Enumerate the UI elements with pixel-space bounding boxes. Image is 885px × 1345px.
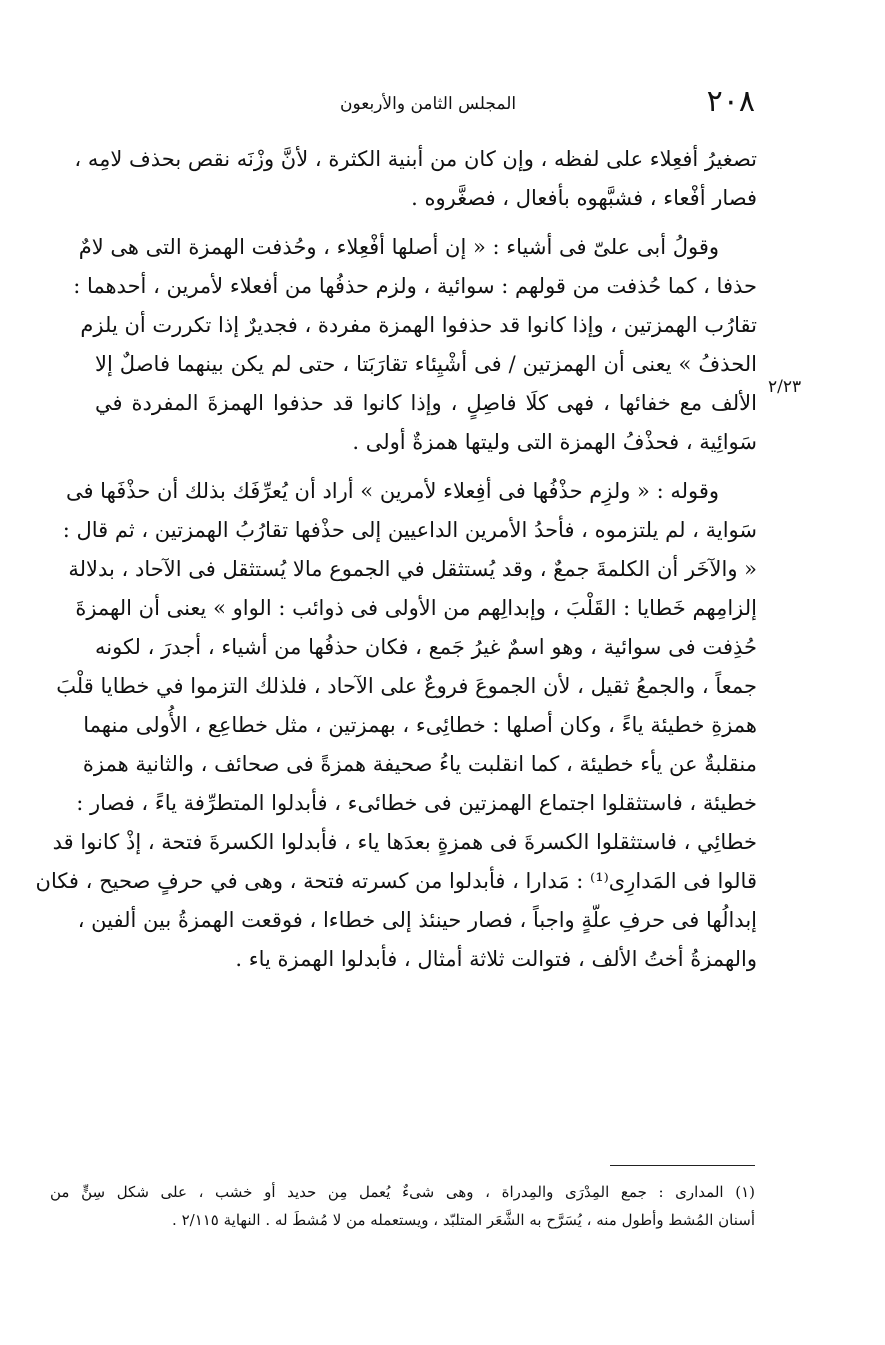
text-line: جمعاً ، والجمعُ ثقيل ، لأن الجموعَ فروعٌ على الآحاد ، فلذلك التزموا في خطايا قلْبَ [56,674,757,698]
text-line: همزةِ خطيئة ياءً ، وكان أصلها : خطائِىء ، بهمزتين ، مثل خطاعِع ، الأُولى منهما [83,713,757,737]
footnote-line: أسنان المُشط وأطول منه ، يُسَرَّح به الشَّعَر المتلبّد ، ويستعمله من لا مُشطَ له . النهاية ٢/١١٥ . [172,1211,755,1229]
text-line: والهمزةُ أختُ الألف ، فتوالت ثلاثة أمثال ، فأبدلوا الهمزة ياء . [235,947,757,971]
text-line: وقوله : « ولزِم حذْفُها فى أفِعلاء لأمرين » أراد أن يُعرِّفَك بذلك أن حذْفَها فى [65,479,719,503]
text-line: خطيئة ، فاستثقلوا اجتماع الهمزتين فى خطائىء ، فأبدلوا المتطرِّفة ياءً ، فصار : [76,791,757,815]
text-line: إلزامِهم خَطايا : القَلْبَ ، وإبدالِهم من الأولى فى ذوائب : الواو » يعنى أن الهمزةَ [75,596,757,620]
text-line: وقولُ أبى علىّ فى أشياء : « إن أصلها أفْعِلاء ، وحُذفت الهمزة التى هى لامٌ [78,235,719,259]
text-line: حذفا ، كما حُذفت من قولهم : سوائية ، ولزم حذفُها من أفعلاء لأمرين ، أحدهما : [73,274,757,298]
text-line: حُذِفت فى سوائية ، وهو اسمٌ غيرُ جَمع ، فكان حذفُها من أشياء ، أجدرَ ، لكونه [95,635,757,659]
text-line: منقلبةٌ عن يأء خطيئة ، كما انقلبت ياءُ صحيفة همزةً فى صحائف ، والثانية همزة [82,752,757,776]
text-line: فصار أفْعاء ، فشبَّهوه بأفعال ، فصغَّروه . [411,186,757,210]
text-line: الحذفُ » يعنى أن الهمزتين / فى أشْيِئاء تقارَبَتا ، حتى لم يكن بينهما فاصلٌ إلا [95,352,757,376]
margin-reference: ٢/٢٣ [768,377,802,397]
page-header [340,84,755,124]
text-line: تقارُب الهمزتين ، وإذا كانوا قد حذفوا الهمزة مفردة ، فجديرٌ إذا تكررت أن يلزم [80,313,757,337]
footnote-divider [610,1165,755,1166]
text-line: « والآخَر أن الكلمةَ جمعٌ ، وقد يُستثقل في الجموع مالا يُستثقل فى الآحاد ، بدلالة [68,557,757,581]
text-line: خطائِي ، فاستثقلوا الكسرةَ فى همزةٍ بعدَها ياء ، فأبدلوا الكسرةَ فتحة ، إذْ كانوا قد [52,830,757,854]
running-title: المجلس الثامن والأربعون [340,94,517,114]
text-line: سَواية ، لم يلتزموه ، فأحدُ الأمرين الداعيين إلى حذْفها تقارُبُ الهمزتين ، ثم قال : [62,518,757,542]
main-text [35,140,757,979]
text-line: قالوا فى المَدارِى⁽¹⁾ : مَدارا ، فأبدلوا من كسرته فتحة ، وهى في حرفٍ صحيح ، فكان [35,869,757,893]
text-line: إبدالُها فى حرفِ علّةٍ واجباً ، فصار حينئذ إلى خطاءا ، فوقعت الهمزةُ بين ألفين ، [77,908,757,932]
footnote-line: (١) المدارى : جمع المِدْرَى والمِدراة ، وهى شىءٌ يُعمل مِن حديد أو خشب ، على شكل سِنٍّ من [50,1183,755,1201]
text-line: سَوائِية ، فحذْفُ الهمزة التى وليتها همزةٌ أولى . [352,430,757,454]
footnotes [50,1178,755,1234]
text-line: تصغيرُ أفعِلاء على لفظه ، وإن كان من أبنية الكثرة ، لأنَّ وزْنَه نقص بحذف لامِه ، [74,147,757,171]
page-number: ٢٠٨ [706,84,755,119]
text-line: الألف مع خفائها ، فهى كلَا فاصِلٍ ، وإذا كانوا قد حذفوا الهمزةَ المفردة في [95,391,757,415]
